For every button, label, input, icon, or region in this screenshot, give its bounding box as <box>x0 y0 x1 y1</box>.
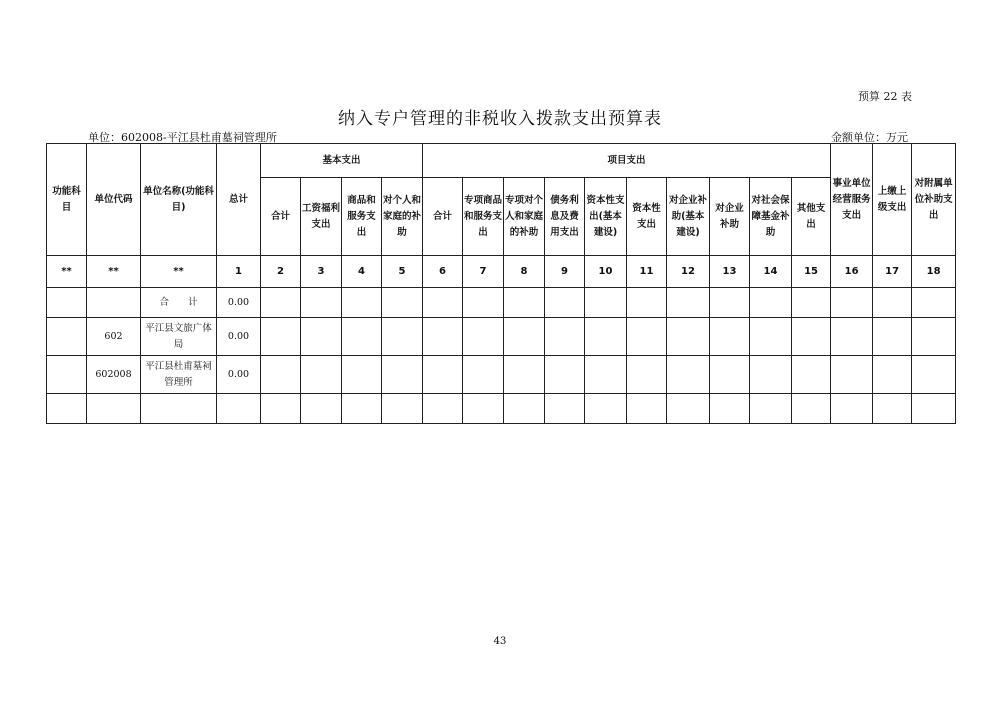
column-number: 8 <box>504 256 545 288</box>
column-number: ** <box>87 256 141 288</box>
col-project-enterprise: 对企业补助 <box>710 178 750 256</box>
column-number: 10 <box>585 256 627 288</box>
col-basic-total: 合计 <box>261 178 301 256</box>
col-project-other: 其他支出 <box>792 178 831 256</box>
unit-name-cell <box>141 394 217 424</box>
func-subject-cell <box>47 394 87 424</box>
column-number: 15 <box>792 256 831 288</box>
amount-unit: 金额单位：万元 <box>831 131 908 144</box>
table-row <box>47 318 956 356</box>
total-cell: 0.00 <box>217 356 261 394</box>
total-cell <box>217 394 261 424</box>
table-row <box>47 356 956 394</box>
unit-code-cell: 602 <box>87 318 141 356</box>
col-upper: 上缴上级支出 <box>873 144 912 256</box>
reporting-unit: 单位：602008-平江县杜甫墓祠管理所 <box>88 131 277 144</box>
column-number: ** <box>141 256 217 288</box>
column-number: 13 <box>710 256 750 288</box>
column-number: 17 <box>873 256 912 288</box>
col-func-subject: 功能科目 <box>47 144 87 256</box>
col-total: 总计 <box>217 144 261 256</box>
header-row-1 <box>47 144 956 178</box>
col-business: 事业单位经营服务支出 <box>831 144 873 256</box>
column-number: 2 <box>261 256 301 288</box>
table-row <box>47 288 956 318</box>
column-number: 6 <box>423 256 463 288</box>
total-cell: 0.00 <box>217 288 261 318</box>
col-basic-salary: 工资福利支出 <box>301 178 342 256</box>
table-row <box>47 394 956 424</box>
column-number: 4 <box>342 256 382 288</box>
func-subject-cell <box>47 318 87 356</box>
column-number: 16 <box>831 256 873 288</box>
col-project-capital-basic: 资本性支出(基本建设) <box>585 178 627 256</box>
col-basic-goods: 商品和服务支出 <box>342 178 382 256</box>
col-project-social: 对社会保障基金补助 <box>750 178 792 256</box>
column-number: 11 <box>627 256 667 288</box>
column-number: ** <box>47 256 87 288</box>
total-cell: 0.00 <box>217 318 261 356</box>
unit-name-cell: 平江县文旅广体局 <box>141 318 217 356</box>
column-number: 1 <box>217 256 261 288</box>
col-project-enterprise-basic: 对企业补助(基本建设) <box>667 178 710 256</box>
column-number: 3 <box>301 256 342 288</box>
table-number: 预算 22 表 <box>858 90 912 103</box>
column-number: 9 <box>545 256 585 288</box>
column-number: 18 <box>912 256 956 288</box>
unit-code-cell: 602008 <box>87 356 141 394</box>
page-title: 纳入专户管理的非税收入拨款支出预算表 <box>338 109 662 129</box>
col-project-goods: 专项商品和服务支出 <box>463 178 504 256</box>
column-number: 14 <box>750 256 792 288</box>
unit-name-cell: 合 计 <box>141 288 217 318</box>
column-number: 7 <box>463 256 504 288</box>
col-project-capital: 资本性支出 <box>627 178 667 256</box>
unit-code-cell <box>87 288 141 318</box>
col-project-debt: 债务利息及费用支出 <box>545 178 585 256</box>
col-unit-name: 单位名称(功能科目) <box>141 144 217 256</box>
col-affiliated: 对附属单位补助支出 <box>912 144 956 256</box>
budget-table <box>46 143 956 424</box>
func-subject-cell <box>47 356 87 394</box>
col-project-total: 合计 <box>423 178 463 256</box>
func-subject-cell <box>47 288 87 318</box>
col-group-basic: 基本支出 <box>261 144 423 178</box>
page-number: 43 <box>493 636 507 647</box>
col-project-personal: 专项对个人和家庭的补助 <box>504 178 545 256</box>
column-number-row <box>47 256 956 288</box>
col-group-project: 项目支出 <box>423 144 831 178</box>
col-unit-code: 单位代码 <box>87 144 141 256</box>
unit-code-cell <box>87 394 141 424</box>
col-basic-personal: 对个人和家庭的补助 <box>382 178 423 256</box>
unit-name-cell: 平江县杜甫墓祠管理所 <box>141 356 217 394</box>
column-number: 5 <box>382 256 423 288</box>
column-number: 12 <box>667 256 710 288</box>
